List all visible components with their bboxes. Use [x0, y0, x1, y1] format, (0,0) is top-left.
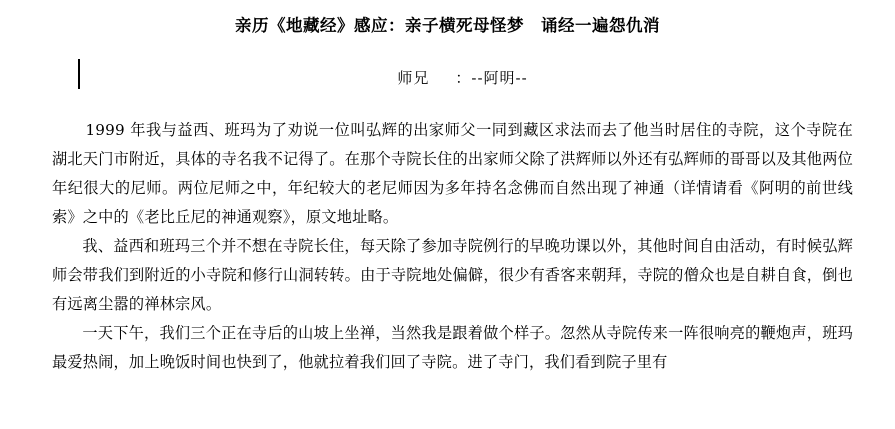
paragraph-2: 我、益西和班玛三个并不想在寺院长住，每天除了参加寺院例行的早晚功课以外，其他时间自由活动，有时候弘辉师会带我们到附近的小寺院和修行山洞转转。由于寺院地处偏僻，很少有香客来朝拜，寺院的僧众也是自耕自食，倒也有远离尘嚣的禅林宗风。 [52, 237, 853, 314]
paragraph-3: 一天下午，我们三个正在寺后的山坡上坐禅，当然我是跟着做个样子。忽然从寺院传来一阵很响亮的鞭炮声，班玛最爱热闹，加上晚饭时间也快到了，他就拉着我们回了寺院。进了寺门，我们看到院子里有 [52, 324, 853, 372]
byline-author: --阿明-- [471, 69, 528, 88]
byline-label: 师兄 [397, 69, 430, 88]
byline [0, 67, 895, 88]
paragraph-1: 1999 年我与益西、班玛为了劝说一位叫弘辉的出家师父一同到藏区求法而去了他当时居住的寺院，这个寺院在湖北天门市附近，具体的寺名我不记得了。在那个寺院长住的出家师父除了洪辉师以外还有弘辉师的哥哥以及其他两位年纪很大的尼师。两位尼师之中，年纪较大的老尼师因为多年持名念佛而自然出现了神通（详情请看《阿明的前世线索》之中的《老比丘尼的神通观察》，原文地址略。 [52, 121, 853, 227]
document-page [0, 14, 895, 429]
page-title: 亲历《地藏经》感应：亲子横死母怪梦 诵经一遍怨仇消 [235, 16, 660, 35]
text-cursor [78, 59, 80, 89]
byline-separator: ： [455, 69, 472, 88]
document-body [0, 116, 895, 377]
